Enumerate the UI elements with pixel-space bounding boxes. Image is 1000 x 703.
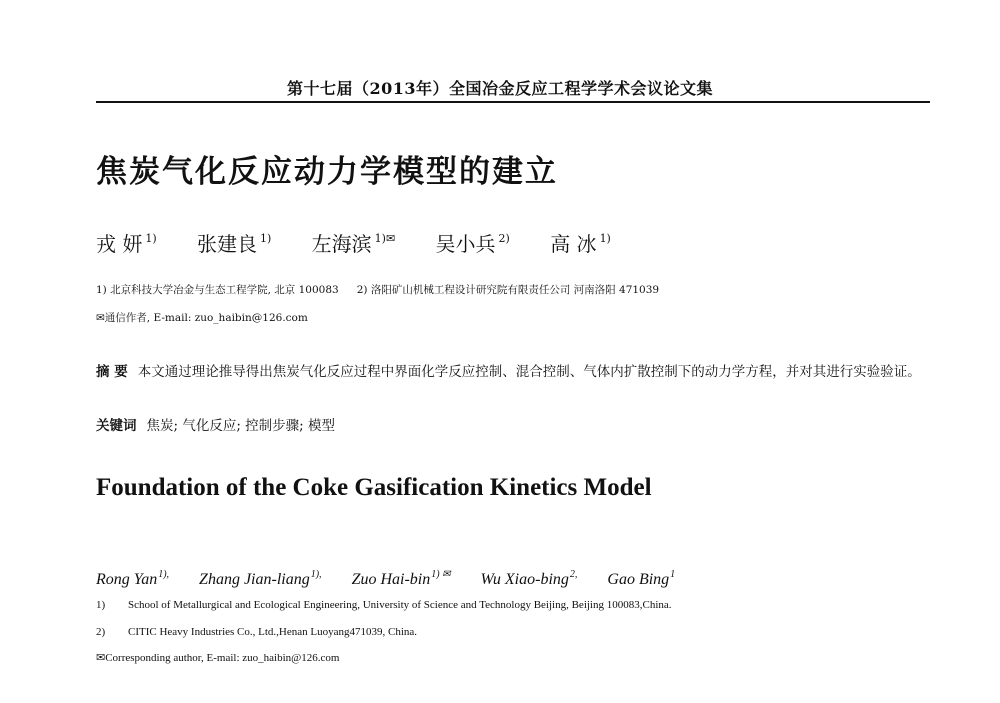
en-author-list [96, 569, 701, 589]
en-affiliation-number: 1) [96, 599, 106, 611]
header-rule [96, 101, 930, 103]
cn-author-name: 左海滨 [311, 232, 372, 256]
cn-author-name: 张建良 [197, 232, 258, 256]
en-author-affiliation-mark: 1), [158, 569, 170, 580]
en-author-affiliation-mark: 1) ✉ [431, 569, 451, 580]
en-affiliation-text: School of Metallurgical and Ecological Engineering, University of Science and Technology Beijing, Beijing 100083,China. [128, 599, 672, 611]
cn-author-affiliation-mark: 1)✉ [374, 232, 396, 245]
en-author-name: Rong Yan [96, 571, 158, 588]
en-affiliation-number: 2) [96, 626, 106, 638]
en-author [480, 569, 577, 589]
cn-author [550, 228, 611, 257]
cn-affiliation: 1) 北京科技大学冶金与生态工程学院, 北京 100083 [96, 284, 339, 296]
cn-title: 焦炭气化反应动力学模型的建立 [96, 154, 558, 190]
running-header: 第十七届（2013年）全国冶金反应工程学学术会议论文集 [286, 79, 714, 98]
en-author-name: Wu Xiao-bing [480, 571, 569, 588]
cn-author-list [96, 228, 645, 257]
en-author-affiliation-mark: 1), [310, 569, 322, 580]
en-corresponding-author: ✉Corresponding author, E-mail: zuo_haibin@126.com [96, 652, 340, 664]
cn-abstract-label: 摘 要 [96, 364, 128, 380]
cn-abstract [96, 360, 926, 384]
cn-keywords [96, 414, 335, 434]
en-author [607, 569, 675, 589]
cn-author [436, 228, 510, 257]
en-title: Foundation of the Coke Gasification Kinetics Model [96, 474, 652, 501]
cn-author [96, 228, 157, 257]
en-author-name: Zuo Hai-bin [351, 571, 431, 588]
en-affiliation-text: CITIC Heavy Industries Co., Ltd.,Henan Luoyang471039, China. [128, 626, 418, 638]
en-author-name: Gao Bing [607, 571, 670, 588]
cn-author-name: 吴小兵 [435, 232, 496, 256]
cn-keywords-text: 焦炭; 气化反应; 控制步骤; 模型 [146, 418, 336, 434]
cn-author [312, 228, 396, 257]
cn-affiliations [96, 282, 659, 297]
cn-author-name: 戎 妍 [96, 232, 143, 256]
cn-author-name: 高 冰 [550, 232, 597, 256]
cn-author-affiliation-mark: 1) [599, 232, 611, 245]
cn-corresponding-author: ✉通信作者, E-mail: zuo_haibin@126.com [96, 312, 308, 324]
en-author-affiliation-mark: 1 [670, 569, 676, 580]
en-affiliation [96, 599, 672, 611]
cn-author [197, 228, 271, 257]
cn-author-affiliation-mark: 1) [260, 232, 272, 245]
cn-keywords-label: 关键词 [96, 418, 137, 434]
cn-author-affiliation-mark: 2) [498, 232, 510, 245]
en-author [96, 569, 169, 589]
cn-affiliation: 2) 洛阳矿山机械工程设计研究院有限责任公司 河南洛阳 471039 [356, 284, 660, 296]
en-author [199, 569, 322, 589]
en-affiliation [96, 626, 417, 638]
cn-author-affiliation-mark: 1) [145, 232, 157, 245]
cn-abstract-text: 本文通过理论推导得出焦炭气化反应过程中界面化学反应控制、混合控制、气体内扩散控制下的动力学方程，并对其进行实验验证。 [137, 364, 921, 380]
en-author-name: Zhang Jian-liang [199, 571, 310, 588]
en-author-affiliation-mark: 2, [569, 569, 578, 580]
en-author [352, 569, 451, 589]
